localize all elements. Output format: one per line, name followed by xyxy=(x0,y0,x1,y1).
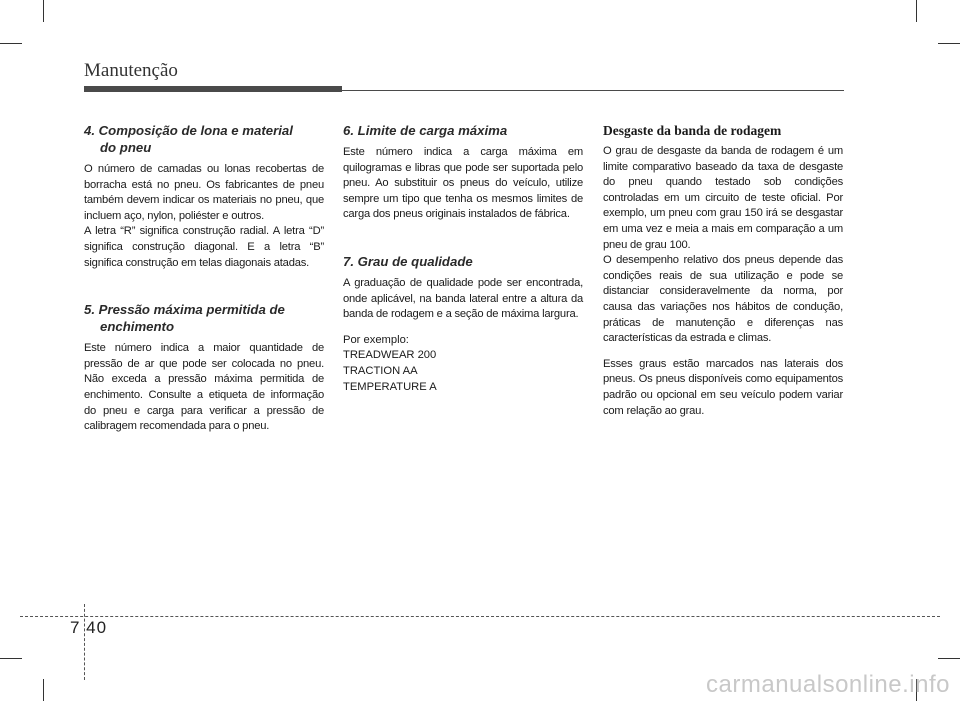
crop-mark xyxy=(0,658,22,659)
page-number: 7 40 xyxy=(70,618,108,637)
heading-treadwear: Desgaste da banda de rodagem xyxy=(603,123,782,138)
paragraph: Este número indica a maior quantidade de pressão de ar que pode ser colocada no pneu. Não exceda a pressão máxima permitida de enchimento. Consulte a etiqueta de informação do pneu e carga para verificar a pressão de calibragem recomendada para o pneu. xyxy=(84,342,324,433)
header-rule xyxy=(84,86,342,92)
heading-ply-composition xyxy=(84,122,324,156)
column-middle xyxy=(343,122,583,395)
crop-mark xyxy=(938,43,960,44)
crop-mark xyxy=(0,43,22,44)
heading-line: 5. Pressão máxima permitida de xyxy=(84,302,285,318)
example-line: TEMPERATURE A xyxy=(343,380,437,393)
footer-rule xyxy=(20,616,940,617)
watermark: carmanualsonline.info xyxy=(706,671,950,698)
paragraph: A graduação de qualidade pode ser encontrada, onde aplicável, na banda lateral entre a altura da banda de rodagem e a seção de máxima largura. xyxy=(343,276,583,321)
heading-max-load: 6. Limite de carga máxima xyxy=(343,123,508,138)
crop-mark xyxy=(916,0,917,22)
paragraph: O desempenho relativo dos pneus depende das condições reais de sua utilização e pode se distanciar consideravelmente da norma, por causa das variações nos hábitos de condução, práticas de manutenção e diferenças nas características da estrada e climas. xyxy=(603,254,843,345)
crop-mark xyxy=(938,658,960,659)
paragraph: A letra “R” significa construção radial. A letra “D” significa construção diagonal. E a letra “B” significa construção em telas diagonais atadas. xyxy=(84,225,324,269)
column-right xyxy=(603,122,843,419)
footer-rule-vertical xyxy=(84,604,85,680)
section-title: Manutenção xyxy=(84,60,178,81)
heading-line: 4. Composição de lona e material xyxy=(84,123,293,138)
heading-max-pressure xyxy=(84,301,324,335)
example-line: TREADWEAR 200 xyxy=(343,349,437,362)
heading-quality-grade: 7. Grau de qualidade xyxy=(343,253,473,269)
paragraph: Esses graus estão marcados nas laterais dos pneus. Os pneus disponíveis como equipamentos padrão ou opcional em seu veículo podem variar com relação ao grau. xyxy=(603,357,843,417)
heading-line: enchimento xyxy=(100,319,175,335)
crop-mark xyxy=(43,679,44,701)
paragraph: O grau de desgaste da banda de rodagem é um limite comparativo baseado da taxa de desgaste do pneu quando testado sob condições controladas em um circuito de teste oficial. Por exemplo, um pneu com grau 150 irá se desgastar em uma vez e meia a mais em comparação a um pneu de grau 100. xyxy=(603,145,843,251)
crop-mark xyxy=(43,0,44,22)
example-line: TRACTION AA xyxy=(343,364,418,377)
header-rule-thin xyxy=(342,90,844,91)
heading-line: do pneu xyxy=(100,140,152,155)
paragraph: O número de camadas ou lonas recobertas de borracha está no pneu. Os fabricantes de pneu também devem indicar os materiais no pneu, que incluem aço, nylon, poliéster e outros. xyxy=(84,163,324,222)
column-left xyxy=(84,122,324,435)
paragraph: Este número indica a carga máxima em quilogramas e libras que pode ser suportada pelo pneu. Ao substituir os pneus do veículo, utilize sempre um tipo que tenha os mesmos limites de carga dos pneus originais instalados de fábrica. xyxy=(343,146,583,221)
example-label: Por exemplo: xyxy=(343,333,409,346)
